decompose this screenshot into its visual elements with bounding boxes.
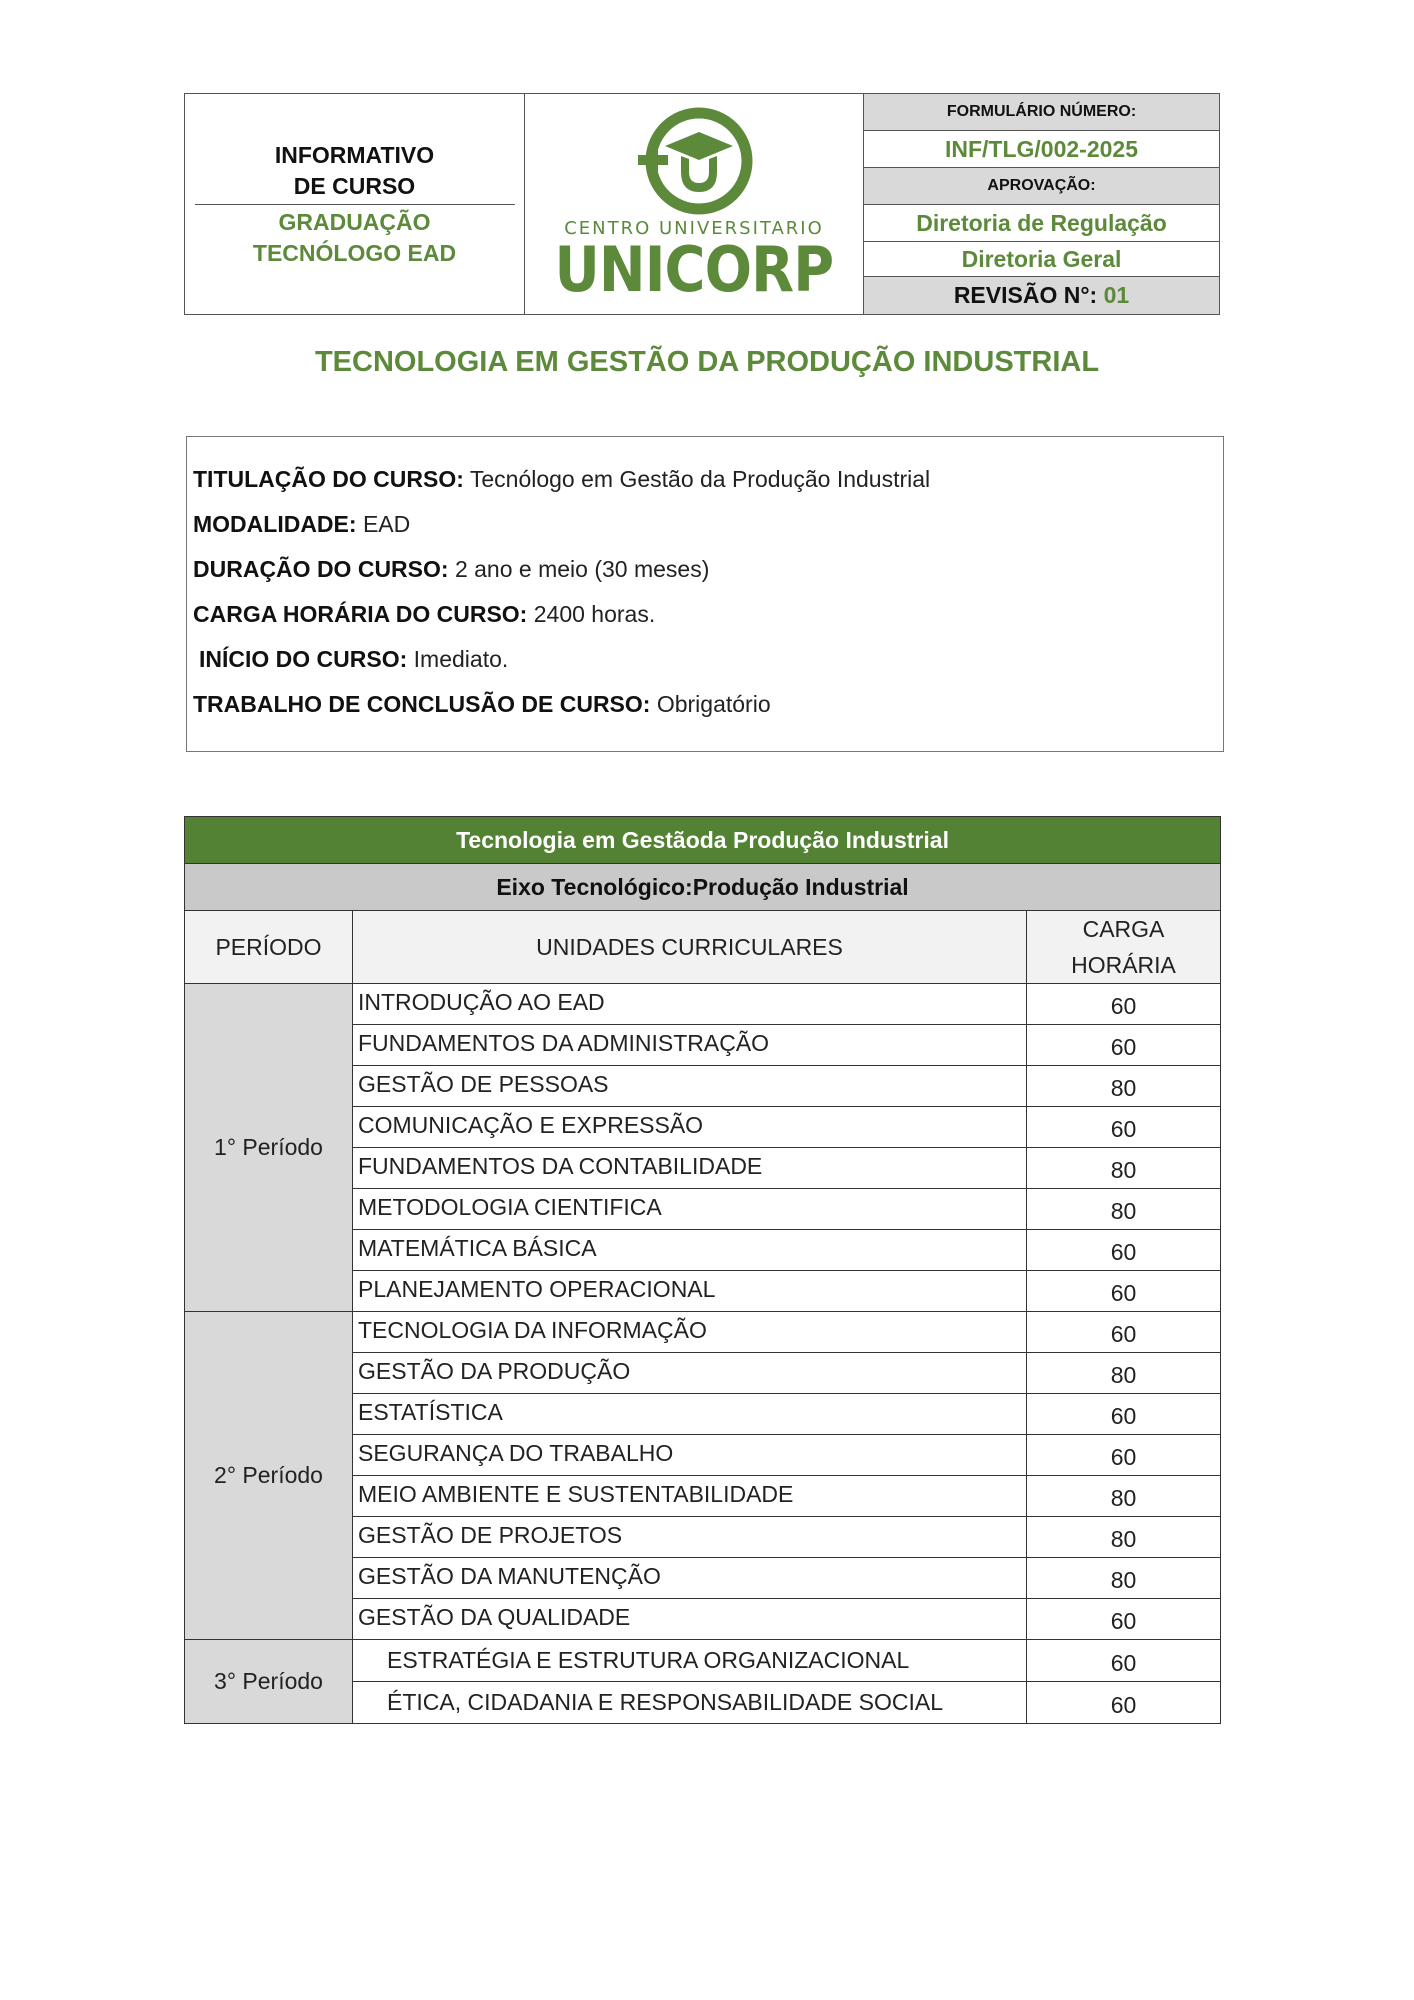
unit-name: INTRODUÇÃO AO EAD (353, 984, 1027, 1025)
header-doc-type (185, 94, 525, 314)
logo-subtitle: CENTRO UNIVERSITARIO (564, 218, 824, 239)
logo-name: UNICORP (554, 233, 834, 306)
unit-hours: 60 (1027, 1230, 1221, 1271)
table-axis-row (185, 864, 1221, 911)
unit-hours: 60 (1027, 1312, 1221, 1353)
unit-hours: 80 (1027, 1517, 1221, 1558)
unit-name: PLANEJAMENTO OPERACIONAL (353, 1271, 1027, 1312)
unit-name: SEGURANÇA DO TRABALHO (353, 1435, 1027, 1476)
info-line-tcc (187, 682, 1223, 727)
unit-hours: 60 (1027, 1682, 1221, 1724)
table-row (185, 984, 1221, 1025)
unit-hours: 60 (1027, 1599, 1221, 1640)
unit-hours: 60 (1027, 1271, 1221, 1312)
table-row (185, 1312, 1221, 1353)
info-value: Imediato. (413, 646, 509, 672)
info-value: 2 ano e meio (30 meses) (454, 556, 710, 582)
course-info-box (186, 436, 1224, 752)
info-label: TITULAÇÃO DO CURSO: (193, 466, 464, 492)
unit-hours: 60 (1027, 1107, 1221, 1148)
unit-name: MEIO AMBIENTE E SUSTENTABILIDADE (353, 1476, 1027, 1517)
approval-label: APROVAÇÃO: (864, 168, 1219, 205)
table-row (185, 1640, 1221, 1682)
unit-hours: 80 (1027, 1066, 1221, 1107)
info-line-inicio (187, 637, 1223, 682)
approval-1: Diretoria de Regulação (864, 205, 1219, 242)
unit-hours: 80 (1027, 1558, 1221, 1599)
doc-type-line2: DE CURSO (293, 173, 416, 199)
unit-name: GESTÃO DE PESSOAS (353, 1066, 1027, 1107)
unit-hours: 60 (1027, 1435, 1221, 1476)
unit-name: GESTÃO DA PRODUÇÃO (353, 1353, 1027, 1394)
unit-name: GESTÃO DE PROJETOS (353, 1517, 1027, 1558)
doc-level-line1: GRADUAÇÃO (278, 209, 431, 235)
unit-hours: 80 (1027, 1148, 1221, 1189)
revision-label: REVISÃO N°: (953, 282, 1098, 308)
info-value: 2400 horas. (533, 601, 656, 627)
info-line-carga (187, 592, 1223, 637)
page-title: TECNOLOGIA EM GESTÃO DA PRODUÇÃO INDUSTRIAL (314, 346, 1100, 378)
unit-hours: 80 (1027, 1353, 1221, 1394)
info-label: MODALIDADE: (193, 511, 357, 537)
info-value: Tecnólogo em Gestão da Produção Industrial (469, 466, 931, 492)
curriculum-table (184, 816, 1221, 1724)
col-hours-line1: CARGA (1082, 916, 1165, 942)
col-units-header: UNIDADES CURRICULARES (353, 911, 1027, 984)
revision-value: 01 (1103, 282, 1130, 308)
col-hours-header (1027, 911, 1221, 984)
period-2: 2° Período (185, 1312, 353, 1640)
form-info (864, 94, 1219, 314)
unit-hours: 60 (1027, 984, 1221, 1025)
doc-level-line2: TECNÓLOGO EAD (252, 240, 457, 266)
unit-name: GESTÃO DA MANUTENÇÃO (353, 1558, 1027, 1599)
period-1: 1° Período (185, 984, 353, 1312)
table-header-row (185, 911, 1221, 984)
col-hours-line2: HORÁRIA (1071, 952, 1176, 978)
unit-name: METODOLOGIA CIENTIFICA (353, 1189, 1027, 1230)
col-period-header: PERÍODO (185, 911, 353, 984)
unit-hours: 60 (1027, 1640, 1221, 1682)
graduation-cap-logo-icon (629, 106, 759, 216)
info-line-duracao (187, 547, 1223, 592)
info-value: EAD (362, 511, 411, 537)
info-label: CARGA HORÁRIA DO CURSO: (193, 601, 528, 627)
info-label: DURAÇÃO DO CURSO: (193, 556, 449, 582)
logo-block (525, 94, 864, 314)
unit-hours: 60 (1027, 1394, 1221, 1435)
unit-name: ESTRATÉGIA E ESTRUTURA ORGANIZACIONAL (353, 1640, 1027, 1682)
info-line-titulacao (187, 457, 1223, 502)
unit-name: ESTATÍSTICA (353, 1394, 1027, 1435)
period-3: 3° Período (185, 1640, 353, 1724)
unit-hours: 80 (1027, 1189, 1221, 1230)
info-label: INÍCIO DO CURSO: (199, 646, 408, 672)
document-header (184, 93, 1220, 315)
divider (195, 204, 515, 205)
table-title-row (185, 817, 1221, 864)
unit-name: GESTÃO DA QUALIDADE (353, 1599, 1027, 1640)
unit-hours: 80 (1027, 1476, 1221, 1517)
info-value: Obrigatório (656, 691, 771, 717)
doc-type-line1: INFORMATIVO (274, 142, 435, 168)
unit-name: FUNDAMENTOS DA ADMINISTRAÇÃO (353, 1025, 1027, 1066)
info-line-modalidade (187, 502, 1223, 547)
unit-name: ÉTICA, CIDADANIA E RESPONSABILIDADE SOCIAL (353, 1682, 1027, 1724)
approval-2: Diretoria Geral (864, 242, 1219, 277)
table-title: Tecnologia em Gestãoda Produção Industrial (185, 817, 1221, 864)
unit-name: FUNDAMENTOS DA CONTABILIDADE (353, 1148, 1027, 1189)
form-number-label: FORMULÁRIO NÚMERO: (864, 94, 1219, 131)
info-label: TRABALHO DE CONCLUSÃO DE CURSO: (193, 691, 651, 717)
unit-name: MATEMÁTICA BÁSICA (353, 1230, 1027, 1271)
unit-hours: 60 (1027, 1025, 1221, 1066)
unit-name: TECNOLOGIA DA INFORMAÇÃO (353, 1312, 1027, 1353)
form-number: INF/TLG/002-2025 (864, 131, 1219, 168)
unit-name: COMUNICAÇÃO E EXPRESSÃO (353, 1107, 1027, 1148)
revision (864, 277, 1219, 314)
table-axis: Eixo Tecnológico:Produção Industrial (185, 864, 1221, 911)
